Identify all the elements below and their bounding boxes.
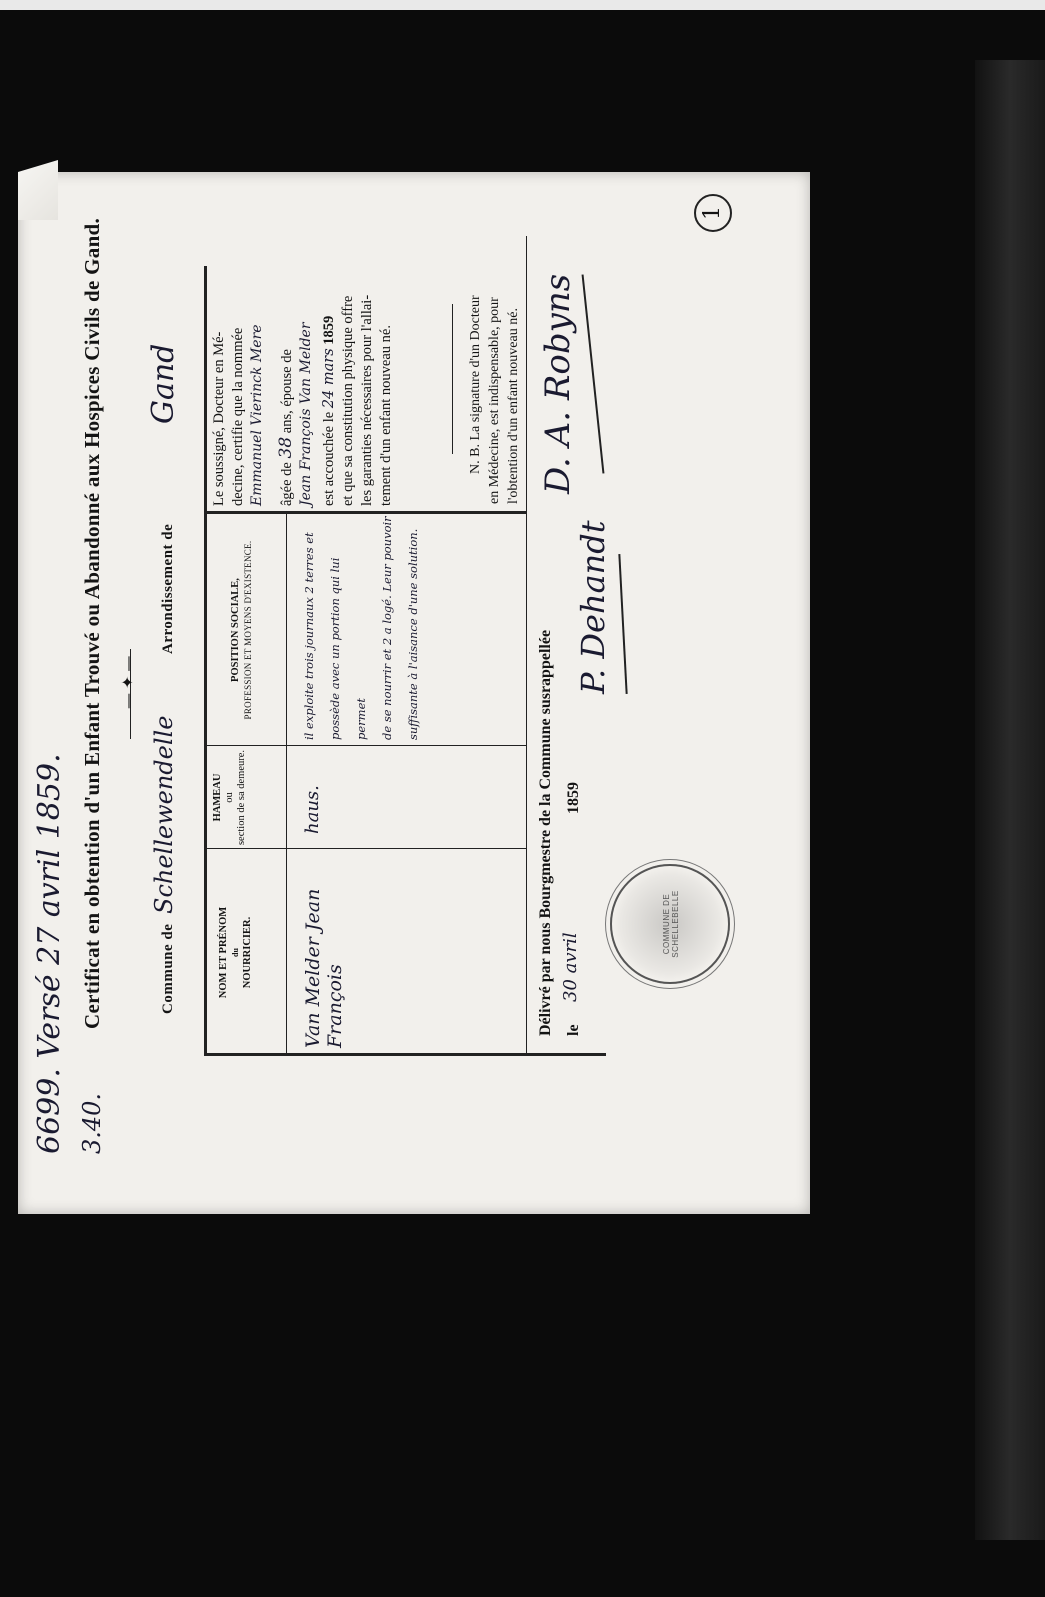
date-prefix: le [565, 1024, 582, 1036]
position-value: il exploite trois journaux 2 terres et possède avec un portion qui lui permet de se nourrir et 2 a logé. Leur pouvoir suffisante à l'aisance d'une solution. [302, 516, 420, 740]
scan-right-edge [975, 60, 1045, 1540]
seal-ring-text: COMMUNE DE SCHELLEBELLE [662, 890, 680, 958]
table-bottom-rule [526, 236, 527, 1056]
header-hamlet: HAMEAU ou section de sa demeure. [212, 749, 247, 846]
mother-age: 38 [276, 436, 296, 459]
delivery-date-value: 30 avril [560, 932, 581, 1002]
doctor-signature-flourish [582, 274, 605, 473]
doctor-signature: D. A. Robyns [538, 273, 578, 494]
commune-value: Schellewendelle [150, 715, 178, 914]
mayor-delivery-line: Délivré par nous Bourgmestre de la Commune susrappellée [537, 629, 554, 1036]
header-position: POSITION SOCIALE, PROFESSION ET MOYENS D'EXISTENCE. [230, 540, 253, 720]
husband-name: Jean François Van Melder [298, 322, 314, 506]
arrondissement-label: Arrondissement de [160, 523, 176, 654]
doctor-certification: Le soussigné, Docteur en Mé- decine, certifie que la nommée Emmanuel Vierinck Mere âgée de 38 ans, épouse de Jean François Van Melder est accouchée le 24 mars 1859 et que sa constitution physique offre les garanties nécessaires pour l'allai- tement d'un enfant nouveau né. [210, 214, 396, 506]
commune-label: Commune de [160, 923, 176, 1014]
arrondissement-value: Gand [146, 343, 181, 424]
reference-note: 6699. Versé 27 avril 1859. [32, 753, 67, 1154]
delivery-year: 1859 [565, 782, 582, 814]
nb-rule [452, 304, 453, 454]
certificate-title: Certificat en obtention d'un Enfant Trouvé ou Abandonné aux Hospices Civils de Gand. [80, 217, 104, 1029]
scan-top-strip [0, 0, 1045, 10]
header-name: NOM ET PRÉNOM du NOURRICIER. [218, 906, 253, 999]
foster-name: Van Melder Jean François [302, 888, 346, 1048]
footer-left-rule [526, 1053, 606, 1056]
table-top-rule [204, 266, 207, 1056]
ornament: —✦— [118, 651, 137, 709]
nb-note: N. B. La signature d'un Docteur en Médecine, est indispensable, pour l'obtention d'un enfant nouveau né. [468, 295, 521, 504]
delivery-date: 24 mars [321, 348, 337, 409]
page-number: 1 [700, 206, 725, 220]
header-bottom-rule [286, 514, 287, 1056]
commune-seal [610, 864, 730, 984]
hamlet-value: haus. [302, 785, 323, 834]
mother-name: Emmanuel Vierinck Mere [249, 324, 265, 506]
page-number-circle [694, 194, 732, 232]
mayor-signature: P. Dehandt [574, 520, 612, 694]
reference-note-2: 3.40. [78, 1092, 106, 1154]
mayor-signature-flourish [618, 554, 627, 694]
rotated-certificate [18, 172, 810, 1214]
